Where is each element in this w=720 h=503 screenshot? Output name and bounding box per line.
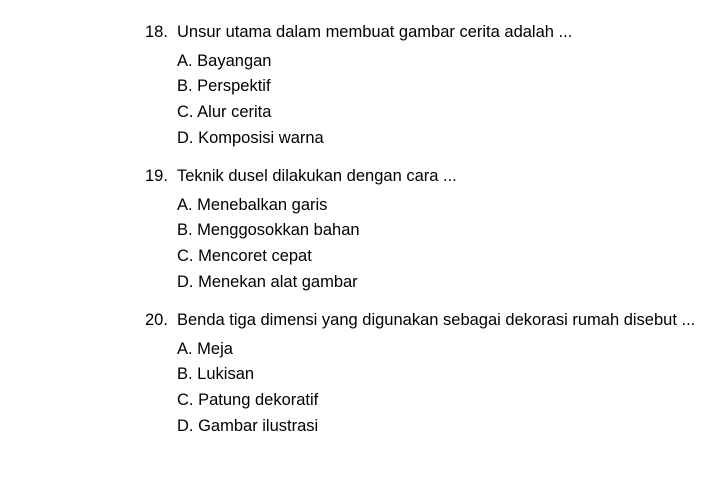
answer-options — [145, 49, 720, 152]
option-a: A. Meja — [177, 339, 233, 358]
question-20 — [145, 311, 720, 439]
option-b: B. Perspektif — [177, 77, 271, 96]
answer-options — [145, 193, 720, 296]
option-a: A. Bayangan — [177, 51, 272, 70]
answer-options — [145, 337, 720, 440]
option-d: D. Menekan alat gambar — [177, 272, 358, 291]
question-text: Unsur utama dalam membuat gambar cerita adalah ... — [177, 23, 573, 41]
question-text: Teknik dusel dilakukan dengan cara ... — [177, 167, 457, 185]
option-b: B. Lukisan — [177, 365, 255, 384]
question-stem — [145, 311, 720, 337]
option-d: D. Gambar ilustrasi — [177, 416, 319, 435]
question-number: 18. — [145, 23, 168, 41]
question-18 — [145, 23, 720, 151]
option-c: C. Mencoret cepat — [177, 247, 312, 266]
option-b: B. Menggosokkan bahan — [177, 221, 360, 240]
option-c: C. Alur cerita — [177, 103, 272, 122]
option-d: D. Komposisi warna — [177, 128, 324, 147]
option-c: C. Patung dekoratif — [177, 391, 319, 410]
question-19 — [145, 167, 720, 295]
question-number: 20. — [145, 311, 168, 329]
question-stem — [145, 23, 720, 49]
question-text: Benda tiga dimensi yang digunakan sebagai dekorasi rumah disebut ... — [177, 311, 696, 329]
option-a: A. Menebalkan garis — [177, 195, 328, 214]
question-stem — [145, 167, 720, 193]
question-number: 19. — [145, 167, 168, 185]
